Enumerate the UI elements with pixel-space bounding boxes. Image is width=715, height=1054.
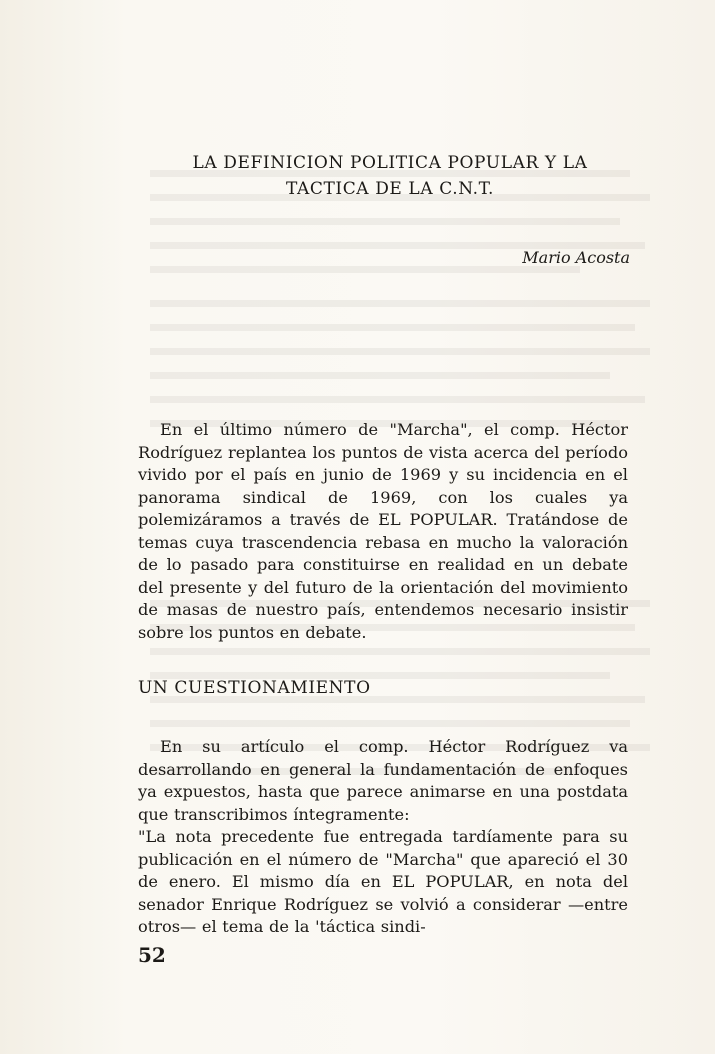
page-number: 52 [138, 943, 166, 967]
article-title [150, 150, 630, 202]
article-title-line-1: LA DEFINICION POLITICA POPULAR Y LA [192, 153, 588, 173]
section-heading: UN CUESTIONAMIENTO [138, 678, 371, 698]
body-paragraph-quote: "La nota precedente fue entregada tardíamente para su publicación en el número de "Marcha" que apareció el 30 de enero. El mismo día en EL POPULAR, en nota del senador Enrique Rodríguez se volvió a considerar —entre otros— el tema de la 'táctica sindi- [138, 827, 628, 937]
article-title-line-2: TACTICA DE LA C.N.T. [285, 179, 495, 199]
body-paragraph-second: En su artículo el comp. Héctor Rodríguez va desarrollando en general la fundamentación de enfoques ya expuestos, hasta que parece animarse en una postdata que transcribimos íntegramente: [138, 737, 628, 824]
author-name: Mario Acosta [522, 248, 630, 267]
body-paragraph-intro: En el último número de "Marcha", el comp. Héctor Rodríguez replantea los puntos de vista acerca del período vivido por el país en junio de 1969 y su incidencia en el panorama sindical de 1969, con los cuales ya polemizáramos a través de EL POPULAR. Tratándose de temas cuya trascendencia rebasa en mucho la valoración de lo pasado para constituirse en realidad en un debate del presente y del futuro de la orientación del movimiento de masas de nuestro país, entendemos necesario insistir sobre los puntos en debate. [138, 420, 628, 642]
